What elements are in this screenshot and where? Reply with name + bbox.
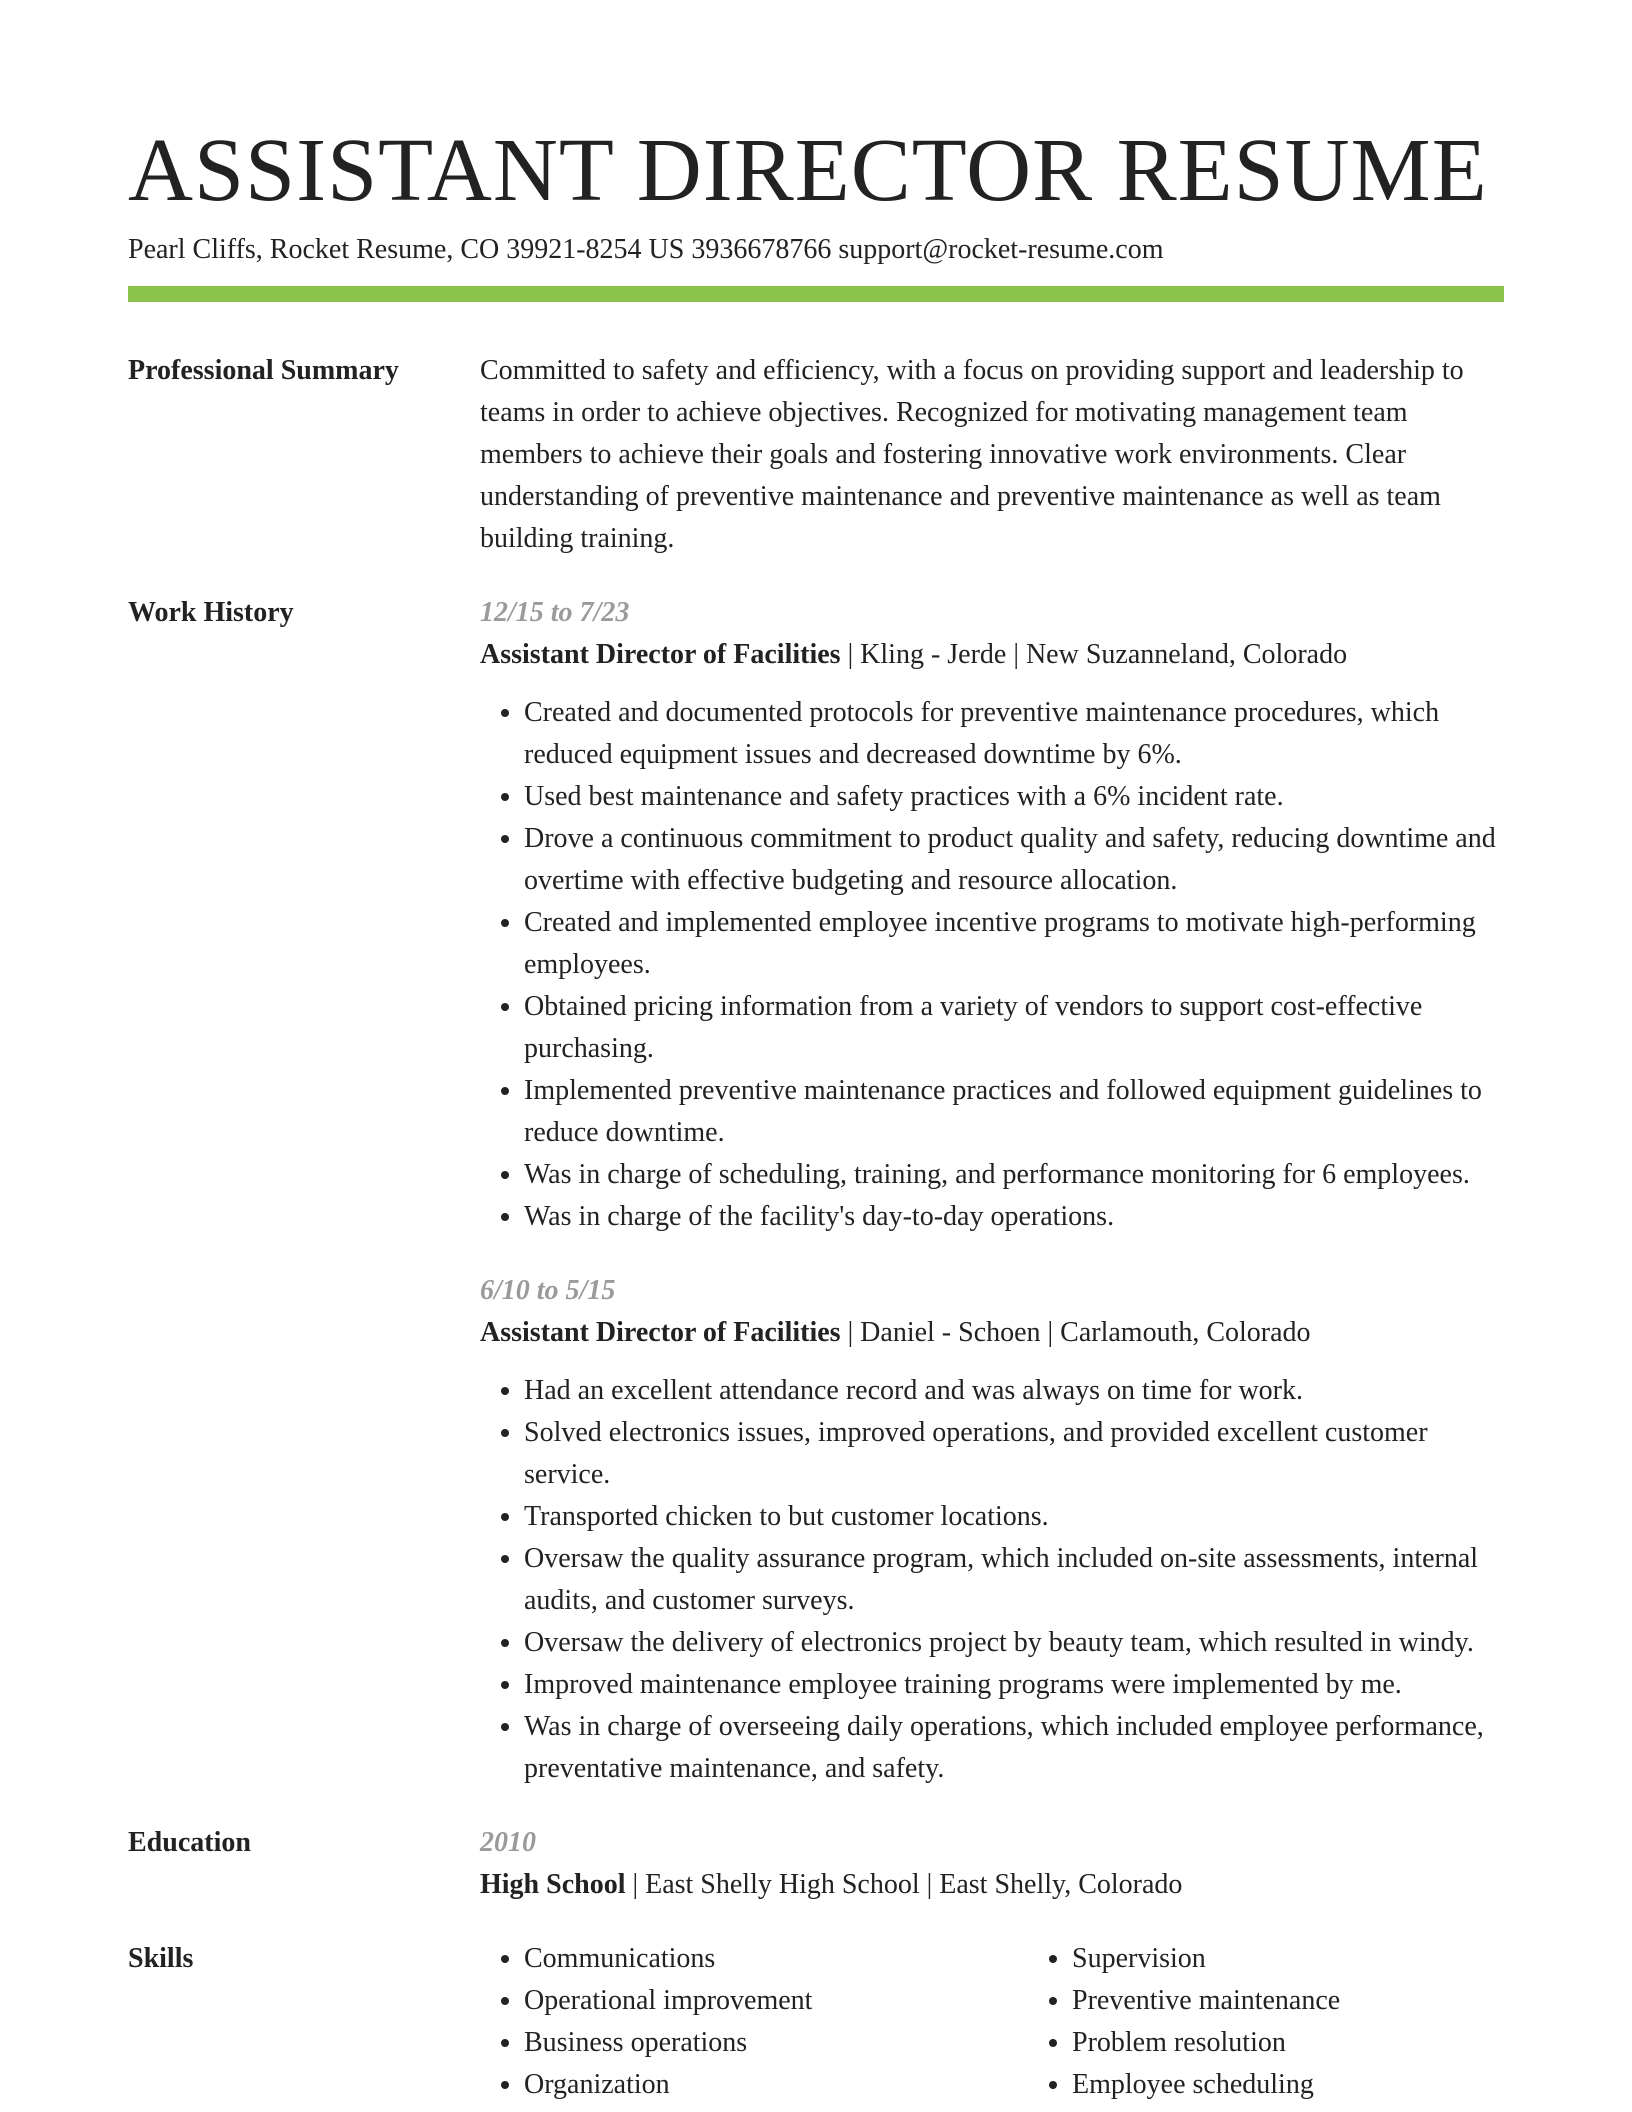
education-content [480,1822,1504,1906]
summary-content [480,350,1504,560]
skills-heading: Skills [128,1943,194,1974]
accent-divider [128,286,1504,302]
skills-column [1028,1938,1340,2106]
skill-item: • Problem resolution [1072,2022,1340,2064]
contact-line: Pearl Cliffs, Rocket Resume, CO 39921-8254 US 3936678766 support@rocket-resume.com [128,234,1164,265]
skill-item: • Communications [524,1938,1028,1980]
education-date: 2010 [480,1827,536,1858]
job-bullet: • Implemented preventive maintenance practices and followed equipment guidelines to reduce downtime. [524,1070,1504,1154]
job-bullet: • Created and documented protocols for preventive maintenance procedures, which reduced equipment issues and decreased downtime by 6%. [524,692,1504,776]
job-bullet: • Was in charge of overseeing daily operations, which included employee performance, preventative maintenance, and safety. [524,1706,1504,1790]
job-entry [480,1270,1504,1790]
job-title: Assistant Director of Facilities [480,639,841,670]
education-heading: Education [128,1827,251,1858]
job-bullet: • Had an excellent attendance record and was always on time for work. [524,1370,1504,1412]
job-date: 12/15 to 7/23 [480,597,630,628]
work-history-content [480,592,1504,1790]
skill-item: • Organization [524,2064,1028,2106]
job-bullet: • Solved electronics issues, improved operations, and provided excellent customer service. [524,1412,1504,1496]
job-bullet: • Oversaw the delivery of electronics project by beauty team, which resulted in windy. [524,1622,1504,1664]
skill-item: • Business operations [524,2022,1028,2064]
job-entry [480,592,1504,1238]
job-date: 6/10 to 5/15 [480,1275,616,1306]
job-bullet: • Was in charge of the facility's day-to-day operations. [524,1196,1504,1238]
skills-content [480,1938,1504,2106]
work-history-heading: Work History [128,597,294,628]
job-title: Assistant Director of Facilities [480,1317,841,1348]
skill-item: • Operational improvement [524,1980,1028,2022]
skill-item: • Supervision [1072,1938,1340,1980]
work-history-section [128,592,1504,1790]
job-bullet: • Improved maintenance employee training programs were implemented by me. [524,1664,1504,1706]
summary-text: Committed to safety and efficiency, with a focus on providing support and leadership to teams in order to achieve objectives. Recognized for motivating management team members to achieve their goals and fostering innovative work environments. Clear understanding of preventive maintenance and preventive maintenance as well as team building training. [480,355,1464,554]
skills-column [480,1938,1028,2106]
job-details: | Daniel - Schoen | Carlamouth, Colorado [840,1317,1311,1348]
job-bullet: • Oversaw the quality assurance program, which included on-site assessments, internal audits, and customer surveys. [524,1538,1504,1622]
job-bullets [480,692,1504,1238]
summary-heading: Professional Summary [128,355,399,386]
education-details: | East Shelly High School | East Shelly, Colorado [625,1869,1183,1900]
skill-item: • Employee scheduling [1072,2064,1340,2106]
job-role-line [480,634,1504,676]
education-section [128,1822,1504,1906]
education-line [480,1864,1504,1906]
resume-body [128,350,1504,2106]
job-bullet: • Drove a continuous commitment to product quality and safety, reducing downtime and overtime with effective budgeting and resource allocation. [524,818,1504,902]
skills-section [128,1938,1504,2106]
job-bullet: • Transported chicken to but customer locations. [524,1496,1504,1538]
skill-item: • Preventive maintenance [1072,1980,1340,2022]
job-bullets [480,1370,1504,1790]
job-details: | Kling - Jerde | New Suzanneland, Colorado [840,639,1348,670]
job-role-line [480,1312,1504,1354]
job-bullet: • Was in charge of scheduling, training, and performance monitoring for 6 employees. [524,1154,1504,1196]
job-bullet: • Obtained pricing information from a variety of vendors to support cost-effective purchasing. [524,986,1504,1070]
summary-section [128,350,1504,560]
job-bullet: • Created and implemented employee incentive programs to motivate high-performing employees. [524,902,1504,986]
education-degree: High School [480,1869,626,1900]
job-bullet: • Used best maintenance and safety practices with a 6% incident rate. [524,776,1504,818]
resume-title: ASSISTANT DIRECTOR RESUME [128,121,1488,220]
